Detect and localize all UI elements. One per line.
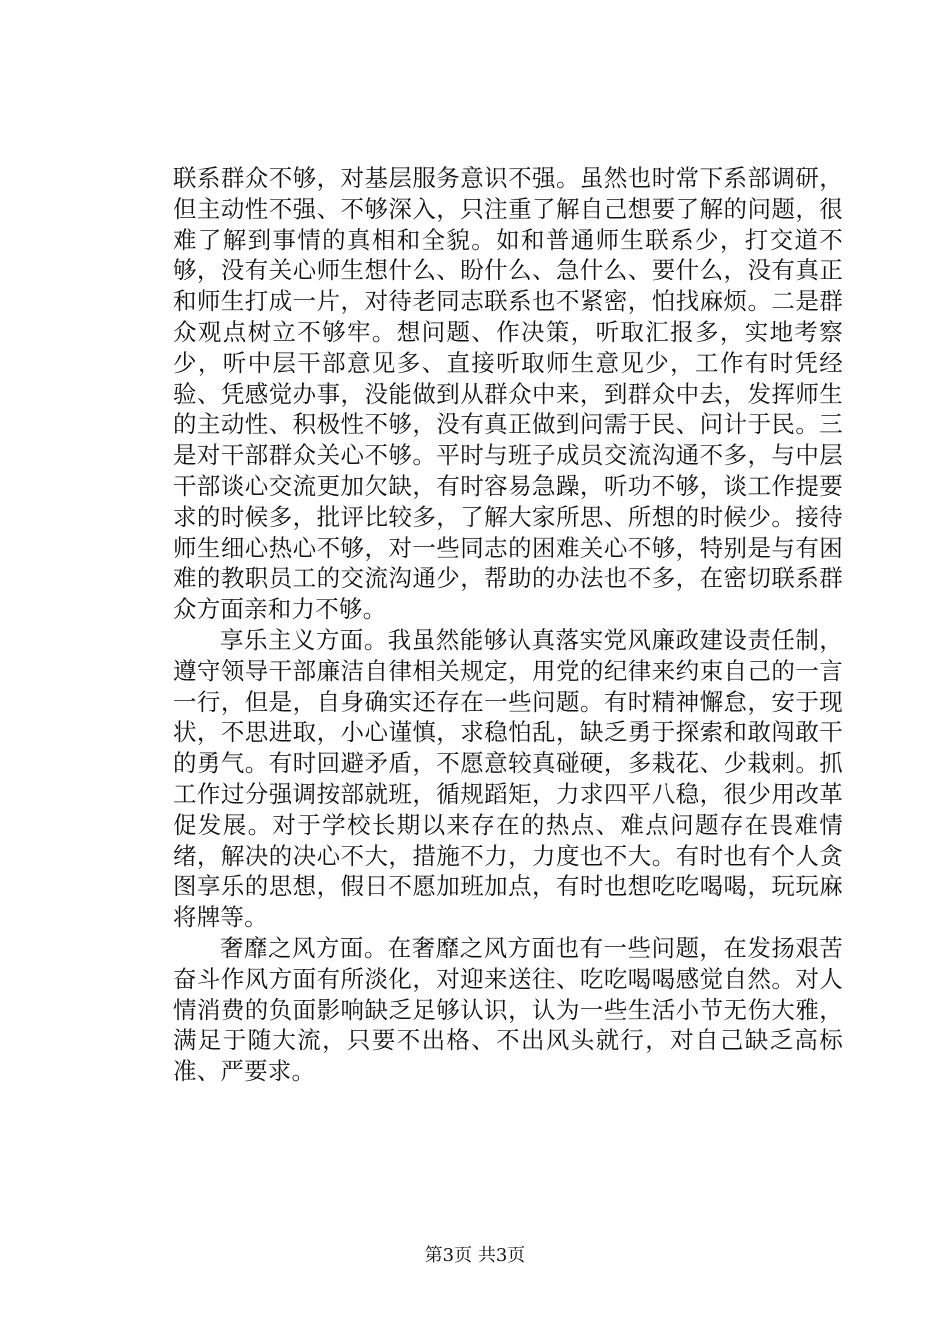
paragraph-mass-contact: 联系群众不够，对基层服务意识不强。虽然也时常下系部调研，但主动性不强、不够深入，只注重了解自己想要了解的问题，很难了解到事情的真相和全貌。如和普通师生联系少，打交道不够，没有关心师生想什么、盼什么、急什么、要什么，没有真正和师生打成一片，对待老同志联系也不紧密，怕找麻烦。二是群众观点树立不够牢。想问题、作决策，听取汇报多，实地考察少，听中层干部意见多、直接听取师生意见少，工作有时凭经验、凭感觉办事，没能做到从群众中来，到群众中去，发挥师生的主动性、积极性不够，没有真正做到问需于民、问计于民。三是对干部群众关心不够。平时与班子成员交流沟通不多，与中层干部谈心交流更加欠缺，有时容易急躁，听功不够，谈工作提要求的时候多，批评比较多，了解大家所思、所想的时候少。接待师生细心热心不够，对一些同志的困难关心不够，特别是与有困难的教职员工的交流沟通少，帮助的办法也不多，在密切联系群众方面亲和力不够。 bbox=[173, 164, 843, 624]
page-number-footer: 第3页 共3页 bbox=[424, 1245, 526, 1266]
paragraph-hedonism: 享乐主义方面。我虽然能够认真落实党风廉政建设责任制，遵守领导干部廉洁自律相关规定，用党的纪律来约束自己的一言一行，但是，自身确实还存在一些问题。有时精神懈怠，安于现状，不思进取，小心谨慎，求稳怕乱，缺乏勇于探索和敢闯敢干的勇气。有时回避矛盾，不愿意较真碰硬，多栽花、少栽刺。抓工作过分强调按部就班，循规蹈矩，力求四平八稳，很少用改革促发展。对于学校长期以来存在的热点、难点问题存在畏难情绪，解决的决心不大，措施不力，力度也不大。有时也有个人贪图享乐的思想，假日不愿加班加点，有时也想吃吃喝喝，玩玩麻将牌等。 bbox=[173, 625, 843, 932]
document-body bbox=[173, 163, 843, 1087]
paragraph-extravagance: 奢靡之风方面。在奢靡之风方面也有一些问题，在发扬艰苦奋斗作风方面有所淡化，对迎来送往、吃吃喝喝感觉自然。对人情消费的负面影响缺乏足够认识，认为一些生活小节无伤大雅，满足于随大流，只要不出格、不出风头就行，对自己缺乏高标准、严要求。 bbox=[173, 933, 843, 1086]
